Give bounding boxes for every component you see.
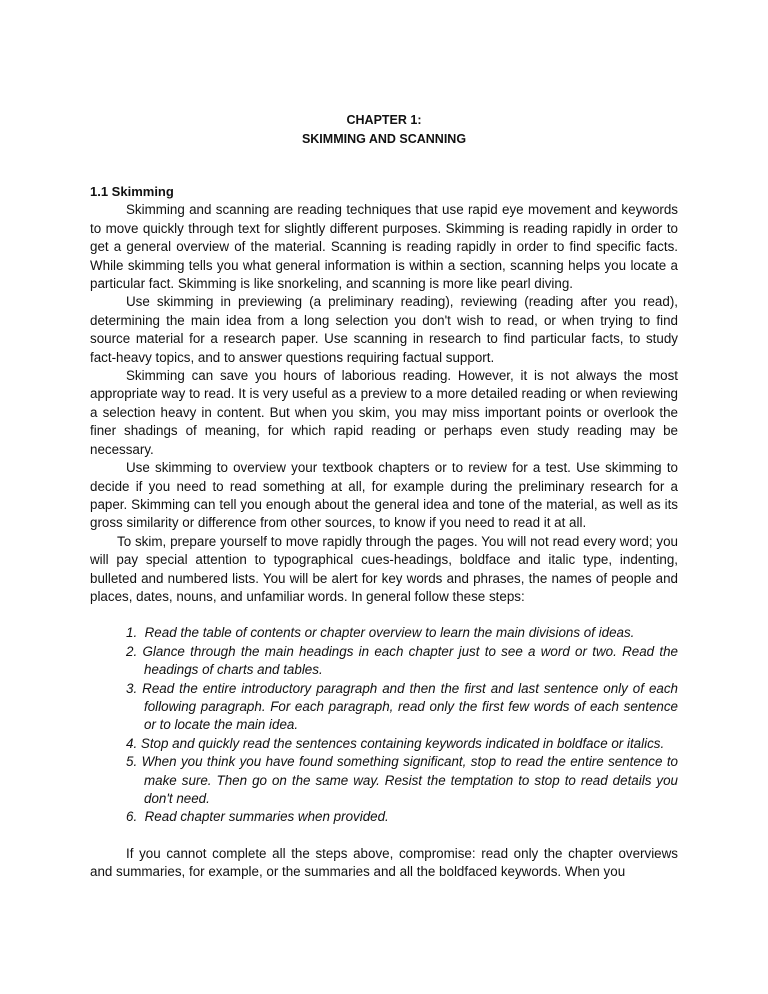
list-item-number: 5. (126, 754, 138, 770)
closing-paragraph: If you cannot complete all the steps above, compromise: read only the chapter overviews and summaries, for example, or the summaries and all the boldfaced keywords. When you (90, 845, 678, 880)
list-item (126, 624, 678, 642)
list-item-number: 6. (126, 809, 138, 825)
list-item-number: 2. (126, 643, 138, 659)
list-item-number: 1. (126, 625, 138, 641)
list-item (126, 753, 678, 808)
paragraph: To skim, prepare yourself to move rapidly through the pages. You will not read every word; you will pay special attention to typographical cues-headings, boldface and italic type, indenting, bulleted and numbered lists. You will be alert for key words and phrases, the names of people and places, dates, nouns, and unfamiliar words. In general follow these steps: (90, 533, 678, 604)
page-body (90, 183, 678, 882)
list-item-text: When you think you have found something significant, stop to read the entire sentence to make sure. Then go on the same way. Resist the temptation to stop to read details you don't need. (141, 754, 678, 806)
section-title: 1.1 Skimming (90, 184, 174, 199)
list-item-number: 4. (126, 735, 138, 751)
list-item-text: Read the table of contents or chapter overview to learn the main divisions of ideas. (144, 625, 635, 641)
chapter-title: SKIMMING AND SCANNING (301, 131, 467, 146)
paragraph: Use skimming in previewing (a preliminary reading), reviewing (reading after you read), determining the main idea from a long selection you don't wish to read, or when trying to find source material for a research paper. Use scanning in research to find particular facts, to study fact-heavy topics, and to answer questions requiring factual support. (90, 294, 678, 365)
steps-list (126, 624, 678, 826)
list-item-text: Stop and quickly read the sentences containing keywords indicated in boldface or italics. (140, 735, 665, 751)
chapter-heading (90, 111, 678, 148)
paragraph: Skimming and scanning are reading techniques that use rapid eye movement and keywords to move quickly through text for slightly different purposes. Skimming is reading rapidly in order to get a general overview of the material. Scanning is reading rapidly in order to find specific facts. While skimming tells you what general information is within a section, scanning helps you locate a particular fact. Skimming is like snorkeling, and scanning is more like pearl diving. (90, 202, 678, 292)
list-item-text: Glance through the main headings in each chapter just to see a word or two. Read the headings of charts and tables. (142, 643, 678, 678)
list-item-text: Read the entire introductory paragraph and then the first and last sentence only of each following paragraph. For each paragraph, read only the first few words of each sentence or to locate the main idea. (142, 680, 678, 733)
list-item (126, 643, 678, 680)
paragraph: Skimming can save you hours of laborious reading. However, it is not always the most appropriate way to read. It is very useful as a preview to a more detailed reading or when reviewing a selection heavy in content. But when you skim, you may miss important points or overlook the finer shadings of meaning, for which rapid reading or perhaps even study reading may be necessary. (90, 368, 678, 457)
list-item-number: 3. (126, 680, 138, 696)
paragraph: Use skimming to overview your textbook chapters or to review for a test. Use skimming to decide if you need to read something at all, for example during the preliminary research for a paper. Skimming can tell you enough about the general idea and tone of the material, as well as its gross similarity or difference from other sources, to know if you need to read it at all. (90, 460, 678, 531)
list-item (126, 680, 678, 735)
list-item-text: Read chapter summaries when provided. (144, 809, 389, 825)
list-item (126, 808, 678, 826)
list-item (126, 735, 678, 753)
chapter-label: CHAPTER 1: (346, 113, 422, 127)
